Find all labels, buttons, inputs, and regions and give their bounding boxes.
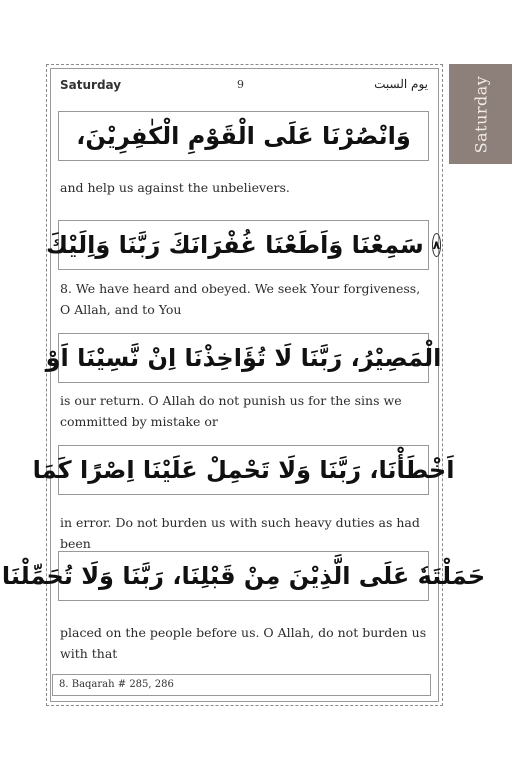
arabic-verse-box-2 [45, 220, 441, 270]
footer-reference-box [52, 674, 431, 696]
translation-1: and help us against the unbelievers. [60, 180, 290, 195]
translation-4: in error. Do not burden us with such heavy duties as had been [60, 515, 420, 551]
verse-number-badge: ٨ [432, 233, 441, 257]
arabic-text: اَخْطَأْنَا، رَبَّنَا وَلَا تَحْمِلْ عَلَيْنَا اِصْرًا كَمَا [32, 456, 455, 484]
arabic-verse-box-3 [45, 333, 442, 383]
arabic-verse-box-4 [32, 445, 455, 495]
arabic-text: الْمَصِيْرُ، رَبَّنَا لَا تُؤَاخِذْنَا اِنْ نَّسِيْنَا اَوْ [45, 344, 442, 372]
arabic-verse-box-1 [58, 111, 429, 161]
arabic-verse-box-5 [1, 551, 486, 601]
footer-reference: 8. Baqarah # 285, 286 [59, 679, 174, 690]
translation-2: 8. We have heard and obeyed. We seek Your forgiveness, O Allah, and to You [60, 281, 421, 317]
arabic-text: وَانْصُرْنَا عَلَى الْقَوْمِ الْكٰفِرِيْنَ، [76, 122, 411, 150]
arabic-text: حَمَلْتَهٗ عَلَى الَّذِيْنَ مِنْ قَبْلِنَا، رَبَّنَا وَلَا تُحَمِّلْنَا [1, 562, 486, 590]
header-day-english: Saturday [60, 78, 122, 92]
header-day-arabic: يوم السبت [374, 77, 428, 91]
translation-3: is our return. O Allah do not punish us for the sins we committed by mistake or [60, 393, 402, 429]
arabic-text: سَمِعْنَا وَاَطَعْنَا غُفْرَانَكَ رَبَّنَا وَاِلَيْكَ [45, 231, 424, 259]
translation-5: placed on the people before us. O Allah, do not burden us with that [60, 625, 427, 661]
day-side-tab[interactable] [449, 64, 512, 164]
page-number: 9 [237, 78, 244, 91]
day-side-tab-label: Saturday [471, 75, 491, 153]
page-inner-border [50, 68, 439, 702]
